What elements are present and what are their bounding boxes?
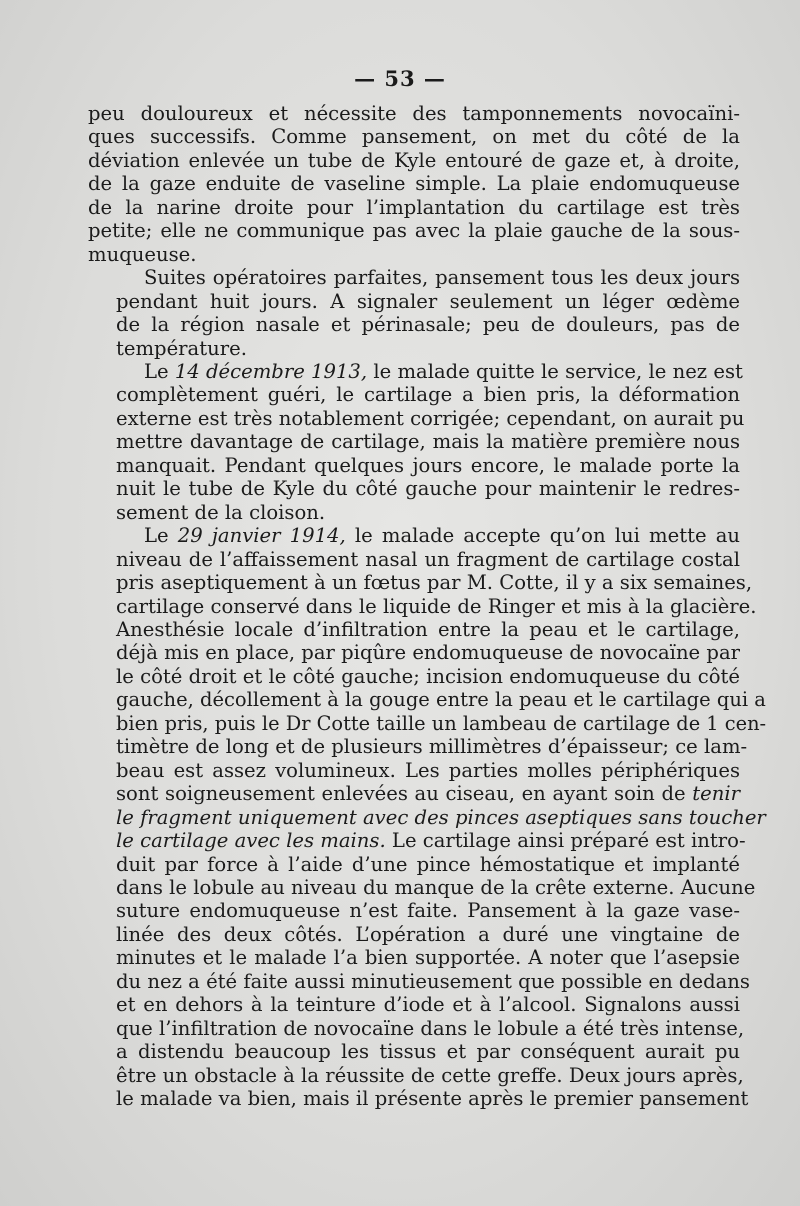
paragraph-1 — [88, 102, 740, 266]
text-line: duit par force à l’aide d’une pince hémostatique et implanté — [116, 852, 740, 876]
text-line: sement de la cloison. — [116, 500, 326, 524]
text-line: a distendu beaucoup les tissus et par conséquent aurait pu — [116, 1040, 740, 1064]
text-line: minutes et le malade l’a bien supportée. A noter que l’asepsie — [116, 946, 740, 970]
text-line: de la région nasale et périnasale; peu de douleurs, pas de — [116, 313, 740, 337]
text-line: timètre de long et de plusieurs millimètres d’épaisseur; ce lam- — [116, 735, 748, 759]
text-line: petite; elle ne communique pas avec la plaie gauche de la sous- — [88, 219, 740, 243]
text-line: Le 29 janvier 1914, le malade accepte qu’on lui mette au — [144, 524, 741, 548]
text-line: gauche, décollement à la gouge entre la peau et le cartilage qui a — [116, 688, 766, 712]
text-line: que l’infiltration de novocaïne dans le lobule a été très intense, — [116, 1016, 745, 1040]
text-line: bien pris, puis le Dr Cotte taille un lambeau de cartilage de 1 cen- — [116, 711, 767, 735]
text-line: déviation enlevée un tube de Kyle entouré de gaze et, à droite, — [88, 148, 740, 172]
text-line: de la narine droite pour l’implantation du cartilage est très — [88, 195, 740, 219]
text-line: déjà mis en place, par piqûre endomuqueuse de novocaïne par — [116, 641, 740, 665]
text-line: pris aseptiquement à un fœtus par M. Cotte, il y a six semaines, — [116, 571, 753, 595]
text-line: Le 14 décembre 1913, le malade quitte le service, le nez est — [144, 359, 743, 383]
text-line: mettre davantage de cartilage, mais la matière première nous — [116, 430, 740, 454]
text-line: dans le lobule au niveau du manque de la crête externe. Aucune — [116, 875, 756, 899]
body-text — [88, 102, 767, 1111]
text-line: du nez a été faite aussi minutieusement que possible en dedans — [116, 969, 750, 993]
text-line: être un obstacle à la réussite de cette greffe. Deux jours après, — [116, 1063, 744, 1087]
text-line: linée des deux côtés. L’opération a duré une vingtaine de — [116, 922, 740, 946]
text-line: Anesthésie locale d’infiltration entre la peau et le cartilage, — [116, 617, 740, 641]
paragraph-2 — [88, 266, 740, 360]
text-line: le cartilage avec les mains. Le cartilage ainsi préparé est intro- — [116, 829, 746, 853]
text-line: externe est très notablement corrigée; cependant, on aurait pu — [116, 406, 745, 430]
text-line: manquait. Pendant quelques jours encore, le malade porte la — [116, 453, 740, 477]
text-line: cartilage conservé dans le liquide de Ringer et mis à la glacière. — [116, 594, 757, 618]
text-line: complètement guéri, le cartilage a bien pris, la déformation — [116, 383, 740, 407]
text-line: muqueuse. — [88, 242, 197, 266]
text-line: pendant huit jours. A signaler seulement un léger œdème — [116, 289, 740, 313]
text-line: peu douloureux et nécessite des tamponnements novocaïni- — [88, 102, 740, 125]
text-line: sont soigneusement enlevées au ciseau, en ayant soin de tenir — [116, 782, 740, 806]
text-line: et en dehors à la teinture d’iode et à l’alcool. Signalons aussi — [116, 993, 740, 1017]
text-line: le malade va bien, mais il présente après le premier pansement — [116, 1087, 749, 1111]
paragraph-4 — [88, 524, 767, 1111]
text-line: nuit le tube de Kyle du côté gauche pour maintenir le redres- — [116, 477, 740, 501]
text-line: le fragment uniquement avec des pinces aseptiques sans toucher — [116, 805, 766, 829]
text-line: Suites opératoires parfaites, pansement tous les deux jours — [144, 266, 740, 290]
text-line: le côté droit et le côté gauche; incision endomuqueuse du côté — [116, 664, 740, 688]
text-line: niveau de l’affaissement nasal un fragment de cartilage costal — [116, 547, 740, 571]
page-number: — 53 — — [354, 66, 446, 91]
text-line: température. — [116, 336, 247, 360]
paragraph-3 — [88, 359, 745, 524]
text-line: suture endomuqueuse n’est faite. Pansement à la gaze vase- — [116, 899, 740, 923]
text-line: de la gaze enduite de vaseline simple. La plaie endomuqueuse — [88, 172, 740, 196]
text-line: ques successifs. Comme pansement, on met du côté de la — [88, 125, 740, 149]
text-line: beau est assez volumineux. Les parties molles périphériques — [116, 758, 740, 782]
